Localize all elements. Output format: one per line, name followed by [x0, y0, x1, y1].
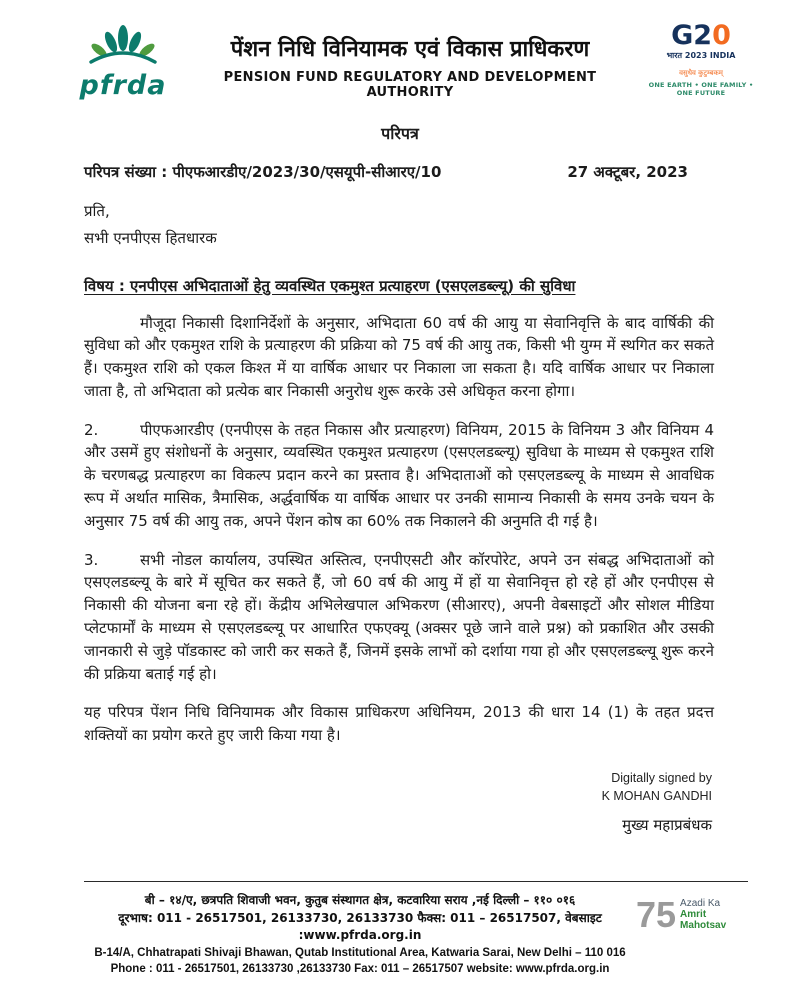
pfrda-logo-wordmark: pfrda — [79, 70, 167, 101]
footer-divider — [84, 881, 748, 882]
signatory-name: K MOHAN GANDHI — [601, 789, 712, 804]
pfrda-logo — [68, 20, 178, 99]
paragraph-number: 3. — [84, 550, 99, 569]
g20-tagline-english: ONE EARTH • ONE FAMILY • ONE FUTURE — [648, 81, 754, 97]
footer-contact-hindi: दूरभाष: 011 - 26517501, 26133730, 26133730 फैक्स: 011 – 26517507, वेबसाइट :www.pfrda.org.in — [118, 910, 602, 943]
g20-tagline-hindi: वसुधैव कुटुम्बकम् — [679, 69, 723, 77]
circular-number-row — [0, 162, 800, 182]
g20-wordmark: G20 — [671, 20, 731, 51]
org-name-english: PENSION FUND REGULATORY AND DEVELOPMENT AUTHORITY — [223, 69, 597, 100]
org-name-block — [178, 20, 642, 100]
paragraph-number: 2. — [84, 420, 99, 439]
g20-logo — [642, 20, 760, 97]
letterhead-footer — [84, 881, 748, 978]
subject-text: विषय : एनपीएस अभिदाताओं हेतु व्यवस्थित एकमुश्त प्रत्याहरण (एसएलडब्ल्यू) की सुविधा — [84, 276, 576, 295]
footer-address-hindi: बी – १४/ए, छत्रपति शिवाजी भवन, कुतुब संस्थागत क्षेत्र, कटवारिया सराय ,नई दिल्ली – ११० ०१६ — [144, 893, 576, 908]
document-type-title: परिपत्र — [381, 123, 419, 143]
subject-line — [0, 276, 800, 296]
body-paragraph-1: मौजूदा निकासी दिशानिर्देशों के अनुसार, अभिदाता 60 वर्ष की आयु या सेवानिवृत्ति के बाद वार्षिकी की सुविधा को और एकमुश्त राशि के प्रत्याहरण की प्रक्रिया को 75 वर्ष की आयु तक, किसी भी युग्म में स्थगित कर सकते हैं। एकमुश्त राशि को एकल किश्त में या वार्षिक आधार पर निकाला जा सकता है। यदि वार्षिक आधार पर निकाला जाता है, तो अभिदाता को प्रत्येक बार निकासी अनुरोध शुरू करके उसे अधिकृत करना होगा। — [84, 313, 714, 400]
org-name-hindi: पेंशन निधि विनियामक एवं विकास प्राधिकरण — [230, 37, 590, 62]
body-paragraph-3: 3. सभी नोडल कार्यालय, उपस्थित अस्तित्व, एनपीएसटी और कॉरपोरेट, अपने उन संबद्ध अभिदाताओं को एसएलडब्ल्यू के बारे में सूचित कर सकते हैं, जो 60 वर्ष की आयु में हों या सेवानिवृत्त हो रहे हों और एनपीएस से निकासी की योजना बना रहे हों। केंद्रीय अभिलेखपाल अभिकरण (सीआरए), अपनी वेबसाइटों और सोशल मीडिया प्लेटफार्मों के माध्यम से एसएलडब्ल्यू पर आधारित एफएक्यू (अक्सर पूछे जाने वाले प्रश्न) को प्रकाशित और उसकी जानकारी से जुड़े पॉडकास्ट को जारी कर सकते हैं, जिनमें इसके लाभों को दर्शाया गया हो और एसएलडब्ल्यू शुरू करने की प्रक्रिया बताई गई हो। — [84, 550, 714, 683]
letterhead — [0, 0, 800, 100]
letter-body — [0, 312, 800, 748]
body-paragraph-2: 2. पीएफआरडीए (एनपीएस के तहत निकास और प्रत्याहरण) विनियम, 2015 के विनियम 3 और विनियम 4 और उसमें हुए संशोधनों के अनुसार, व्यवस्थित एकमुश्त प्रत्याहरण (एसएलडब्ल्यू) सुविधा के माध्यम से एकमुश्त राशि के चरणबद्ध प्रत्याहरण का विकल्प प्रदान करने का प्रस्ताव है। अभिदाताओं को एसएलडब्ल्यू के माध्यम से आवधिक रूप में अर्थात मासिक, त्रैमासिक, अर्द्धवार्षिक या वार्षिक आधार पर उनकी सामान्य निकासी के समय उनके चयन के अनुसार 75 वर्ष की आयु तक, अपने पेंशन कोष का 60% तक निकालने की अनुमति दी गई है। — [84, 420, 714, 530]
digital-signature-text: Digitally signed by K MOHAN GANDHI — [88, 769, 712, 805]
azadi-75-numeral: 75 — [636, 893, 677, 935]
salutation: प्रति, — [84, 201, 110, 220]
signature-block — [0, 769, 800, 835]
recipient: सभी एनपीएस हितधारक — [84, 228, 217, 247]
circular-number: परिपत्र संख्या : पीएफआरडीए/2023/30/एसयूपी-सीआरए/10 — [84, 162, 442, 181]
footer-address-english: B-14/A, Chhatrapati Shivaji Bhawan, Qutab Institutional Area, Katwaria Sarai, New Delhi – 110 016 — [94, 946, 626, 959]
circular-date: 27 अक्टूबर, 2023 — [567, 162, 688, 181]
azadi-mahotsav-logo — [636, 892, 748, 935]
footer-address-block — [84, 892, 636, 978]
azadi-mahotsav-text: Azadi Ka Amrit Mahotsav — [680, 898, 727, 932]
addressee-block — [0, 198, 800, 252]
footer-contact-english: Phone : 011 - 26517501, 26133730 ,26133730 Fax: 011 – 26517507 website: www.pfrda.org.in — [110, 963, 610, 976]
signatory-designation: मुख्य महाप्रबंधक — [622, 816, 712, 835]
body-paragraph-4: यह परिपत्र पेंशन निधि विनियामक और विकास प्राधिकरण अधिनियम, 2013 की धारा 14 (1) के तहत प्रदत्त शक्तियों का प्रयोग करते हुए जारी किया गया है। — [84, 703, 714, 745]
g20-bharat-text: भारत 2023 INDIA — [666, 51, 736, 60]
